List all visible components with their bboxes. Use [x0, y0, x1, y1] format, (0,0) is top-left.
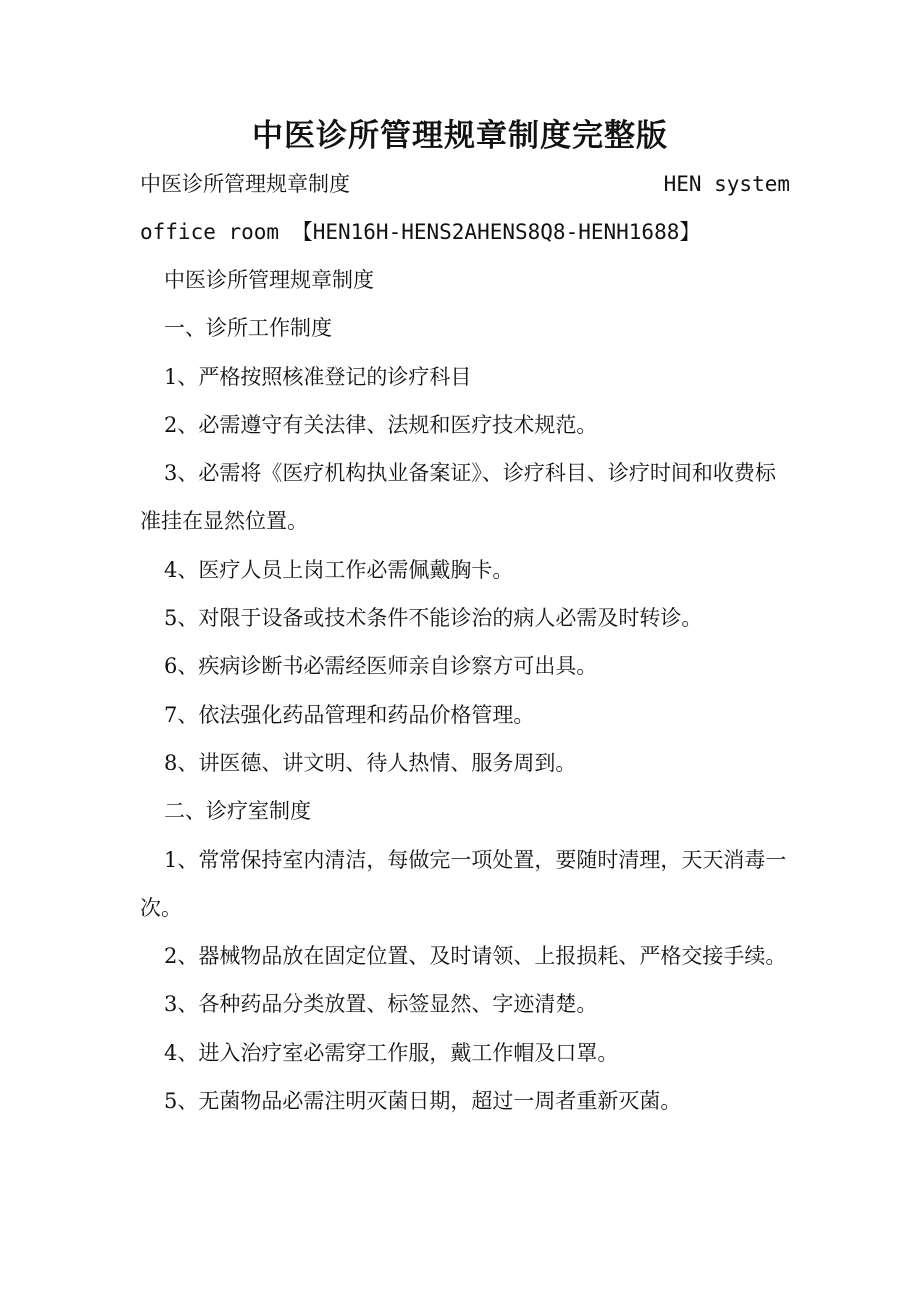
paragraph: 4、进入治疗室必需穿工作服，戴工作帽及口罩。	[164, 1040, 619, 1065]
header-left-text: 中医诊所管理规章制度	[140, 172, 350, 196]
paragraph: 3、各种药品分类放置、标签显然、字迹清楚。	[164, 992, 598, 1017]
section-heading: 二、诊疗室制度	[164, 799, 311, 824]
document-title: 中医诊所管理规章制度完整版	[252, 118, 668, 154]
paragraph: 2、必需遵守有关法律、法规和医疗技术规范。	[164, 412, 598, 437]
paragraph: 1、严格按照核准登记的诊疗科目	[164, 364, 472, 389]
header-right-text: HEN system	[663, 172, 790, 196]
paragraph: 7、依法强化药品管理和药品价格管理。	[164, 702, 535, 727]
paragraph: 3、必需将《医疗机构执业备案证》、诊疗科目、诊疗时间和收费标准挂在显然位置。	[140, 461, 776, 534]
paragraph: 4、医疗人员上岗工作必需佩戴胸卡。	[164, 557, 514, 582]
paragraph: 5、对限于设备或技术条件不能诊治的病人必需及时转诊。	[164, 606, 703, 631]
paragraph: 8、讲医德、讲文明、待人热情、服务周到。	[164, 750, 577, 775]
document-header-code: office room 【HEN16H-HENS2AHENS8Q8-HENH1688】	[140, 220, 701, 244]
document-body	[140, 256, 790, 1125]
paragraph: 2、器械物品放在固定位置、及时请领、上报损耗、严格交接手续。	[164, 944, 787, 969]
paragraph: 1、常常保持室内清洁，每做完一项处置，要随时清理，天天消毒一次。	[140, 847, 787, 920]
paragraph: 5、无菌物品必需注明灭菌日期，超过一周者重新灭菌。	[164, 1089, 682, 1114]
document-header-row	[140, 168, 790, 200]
section-heading: 一、诊所工作制度	[164, 316, 332, 341]
paragraph: 中医诊所管理规章制度	[164, 268, 374, 292]
paragraph: 6、疾病诊断书必需经医师亲自诊察方可出具。	[164, 654, 598, 679]
